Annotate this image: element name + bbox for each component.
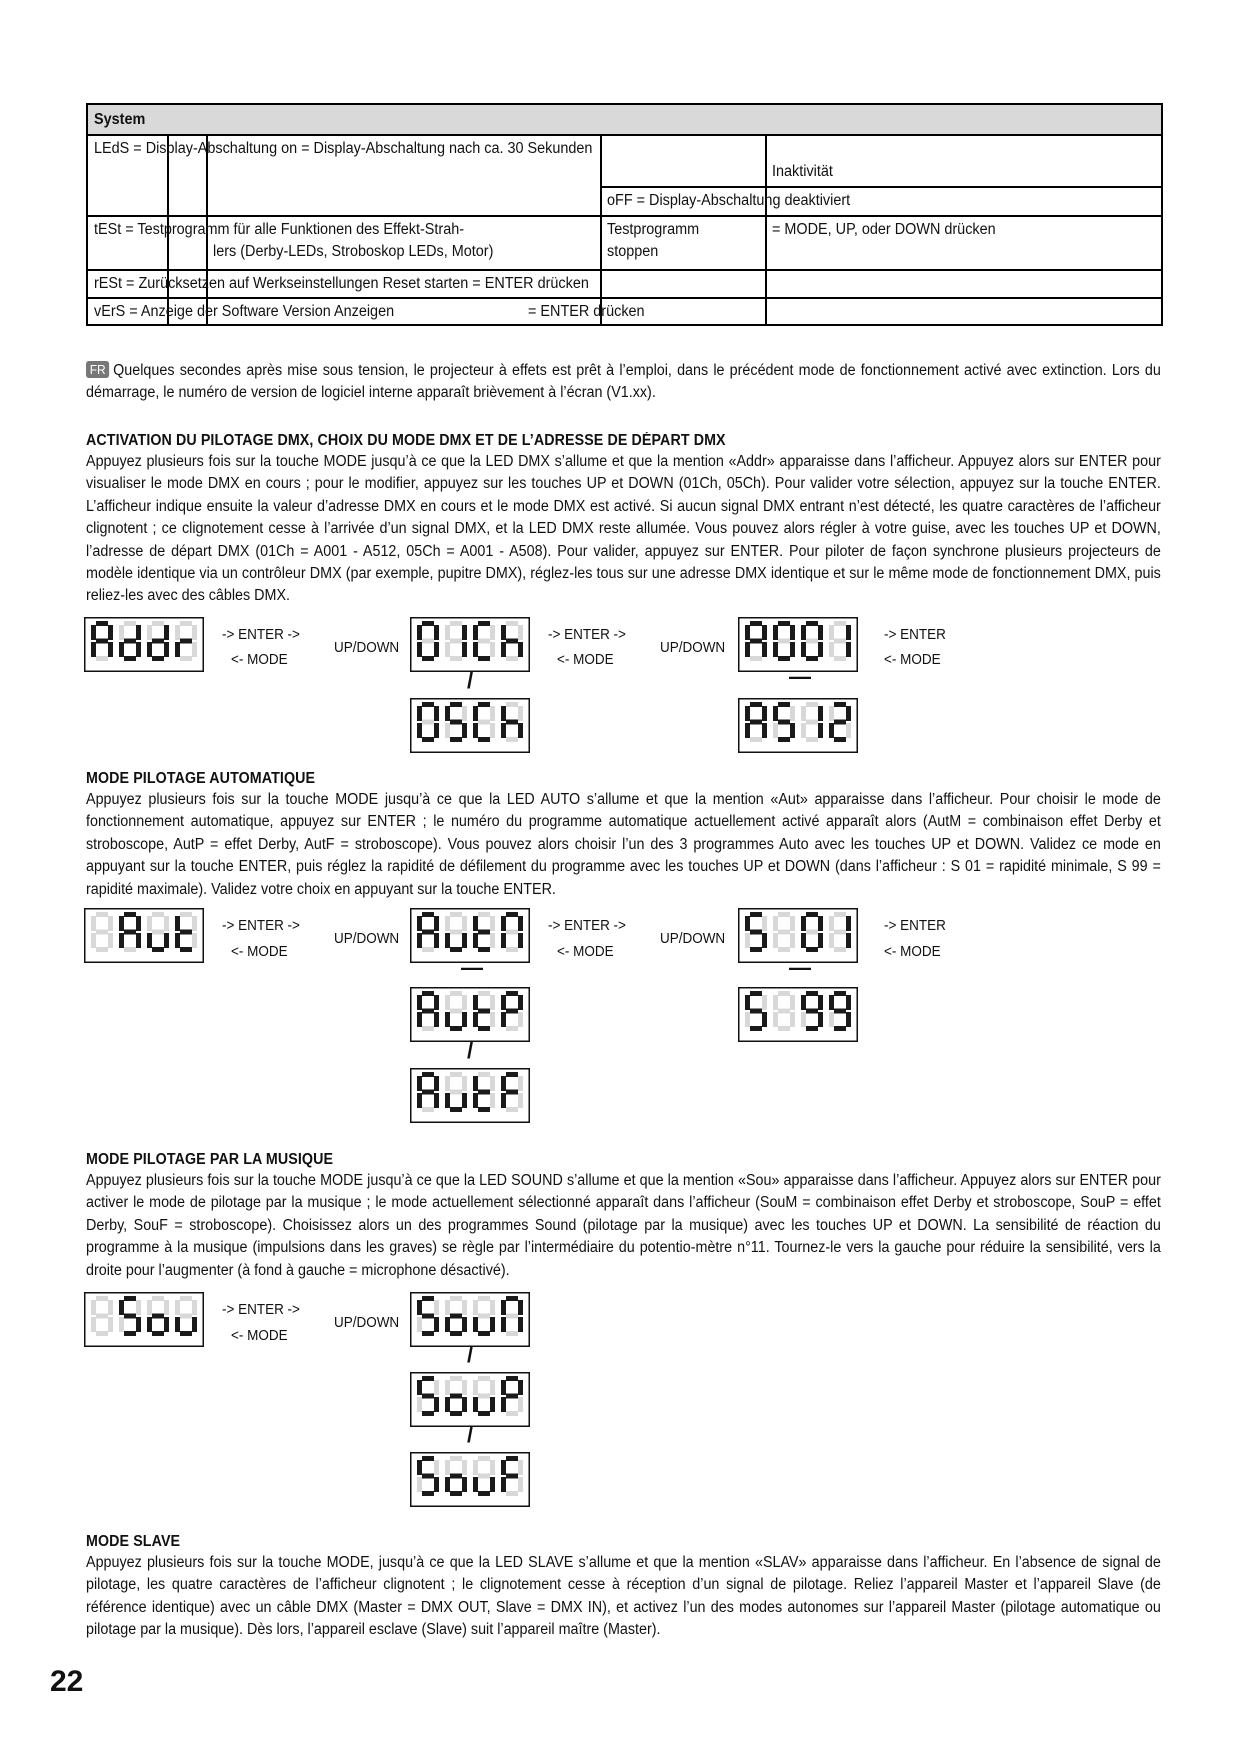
label-mode: <- MODE [231,1328,288,1344]
display-soum [410,1292,530,1347]
row-leds-off: oFF = Display-Abschaltung deaktiviert [607,192,851,209]
page-number: 22 [50,1665,84,1698]
label-enter-end: -> ENTER [884,918,946,934]
separator-dash: — [461,955,483,980]
separator-slash: / [467,1342,474,1367]
display-soup [410,1372,530,1427]
display-autf [410,1068,530,1123]
label-mode: <- MODE [231,944,288,960]
row-test-stop-2: stoppen [607,243,659,260]
separator-slash: / [467,1422,474,1447]
label-updown: UP/DOWN [334,640,400,656]
row-leds-text: LEdS = Display-Abschaltung on = Display-Abschaltung nach ca. 30 Sekunden [94,140,593,157]
row-test-text: tESt = Testprogramm für alle Funktionen des Effekt-Strah- [94,221,465,238]
table-header [88,105,1161,134]
label-enter-end: -> ENTER [884,627,946,643]
music-paragraph: Appuyez plusieurs fois sur la touche MODE jusqu’à ce que la LED SOUND s’allume et que la mention «Sou» apparaisse dans l’afficheur. Appuyez alors sur ENTER pour activer le mode de pilotage par la musique ; le mode actuellement sélectionné apparaît dans l’afficheur (SouM = combinaison effet Derby et stroboscope, SouP = effet Derby, SouF = stroboscope). Choisissez alors un des programmes Sound (pilotage par la musique) avec les touches UP et DOWN. La sensibilité de réaction du programme à la musique (impulsions dans les graves) se règle par l’intermédiaire du potentio-mètre n°11. Tournez-le vers la gauche pour réduire la sensibilité, vers la droite pour l’augmenter (à fond à gauche = microphone désactivé). [86,1172,1161,1279]
row-reset-text: rESt = Zurücksetzen auf Werkseinstellungen Reset starten = ENTER drücken [94,275,589,292]
display-sou [84,1292,204,1347]
system-table [86,103,1163,326]
display-s99 [738,987,858,1042]
label-enter: -> ENTER -> [222,627,300,643]
label-updown: UP/DOWN [334,1315,400,1331]
dmx-paragraph: Appuyez plusieurs fois sur la touche MODE jusqu’à ce que la LED DMX s’allume et que la mention «Addr» apparaisse dans l’afficheur. Appuyez alors sur ENTER pour visualiser le mode DMX en cours ; pour le modifier, appuyez sur les touches UP et DOWN (01Ch, 05Ch). Pour valider votre sélection, appuyez sur la touche ENTER. L’afficheur indique ensuite la valeur d’adresse DMX en cours et le mode DMX est activé. Si aucun signal DMX entrant n’est détecté, les quatre caractères de l’afficheur clignotent ; ce clignotement cesse à l’arrivée d’un signal DMX, et la LED DMX reste allumée. Vous pouvez alors régler à votre guise, avec les touches UP et DOWN, l’adresse de départ DMX (01Ch = A001 - A512, 05Ch = A001 - A508). Pour valider, appuyez sur ENTER. Pour piloter de façon synchrone plusieurs projecteurs de modèle identique via un contrôleur DMX (par exemple, pupitre DMX), réglez-les tous sur une adresse DMX identique et sur le même mode de fonctionnement DMX, puis reliez-les avec des câbles DMX. [86,453,1161,605]
row-leds-inactivity: Inaktivität [772,163,833,180]
label-updown: UP/DOWN [660,931,726,947]
separator-slash: / [467,668,474,693]
display-autp [410,987,530,1042]
display-05ch [410,698,530,753]
label-enter: -> ENTER -> [548,627,626,643]
label-mode: <- MODE [884,652,941,668]
label-enter: -> ENTER -> [222,1302,300,1318]
dmx-heading: ACTIVATION DU PILOTAGE DMX, CHOIX DU MODE DMX ET DE L’ADRESSE DE DÉPART DMX [86,432,726,449]
slave-heading: MODE SLAVE [86,1533,181,1550]
intro-paragraph [86,360,1161,405]
label-updown: UP/DOWN [334,931,400,947]
display-a512 [738,698,858,753]
separator-dash: — [789,955,811,980]
display-aut [84,908,204,963]
label-enter: -> ENTER -> [548,918,626,934]
display-addr [84,617,204,672]
label-updown: UP/DOWN [660,640,726,656]
auto-paragraph: Appuyez plusieurs fois sur la touche MODE jusqu’à ce que la LED AUTO s’allume et que la mention «Aut» apparaisse dans l’afficheur. Pour choisir le mode de fonctionnement automatique, appuyez sur ENTER ; le numéro du programme automatique actuellement activé apparaît alors (AutM = combinaison effet Derby et stroboscope, AutP = effet Derby, AutF = stroboscope). Vous pouvez alors choisir l’un des 3 programmes Auto avec les touches UP et DOWN. Validez ce mode en appuyant sur la touche ENTER, puis réglez la rapidité de défilement du programme avec les touches UP et DOWN (dans l’afficheur : S 01 = rapidité minimale, S 99 = rapidité maximale). Validez votre choix en appuyant sur la touche ENTER. [86,791,1161,898]
music-heading: MODE PILOTAGE PAR LA MUSIQUE [86,1151,334,1168]
label-mode: <- MODE [884,944,941,960]
table-header-label: System [94,111,146,128]
label-mode: <- MODE [557,652,614,668]
slave-paragraph: Appuyez plusieurs fois sur la touche MODE, jusqu’à ce que la LED SLAVE s’allume et que la mention «SLAV» apparaisse dans l’afficheur. En l’absence de signal de pilotage, les quatre caractères de l’afficheur clignotent ; le clignotement cesse à réception d’un signal de pilotage. Reliez l’appareil Master et l’appareil Slave (de référence identique) avec un câble DMX (Master = DMX OUT, Slave = DMX IN), et activez l’un des modes autonomes sur l’appareil Master (pilotage automatique ou pilotage par la musique). Dès lors, l’appareil esclave (Slave) suit l’appareil maître (Master). [86,1554,1161,1639]
row-test-keys: = MODE, UP, oder DOWN drücken [772,221,996,238]
row-version-text: vErS = Anzeige der Software Version Anzeigen [94,303,395,320]
separator-dash: — [789,664,811,689]
row-version-enter: = ENTER drücken [528,303,645,320]
intro-text: Quelques secondes après mise sous tension, le projecteur à effets est prêt à l’emploi, dans le précédent mode de fonctionnement activé avec extinction. Lors du démarrage, le numéro de version de logiciel interne apparaît brièvement à l’écran (V1.xx). [86,362,1161,402]
fr-language-badge: FR [86,361,109,378]
separator-slash: / [467,1038,474,1063]
display-souf [410,1452,530,1507]
label-mode: <- MODE [557,944,614,960]
row-test-text-2: lers (Derby-LEDs, Stroboskop LEDs, Motor) [213,243,494,260]
display-01ch [410,617,530,672]
label-mode: <- MODE [231,652,288,668]
label-enter: -> ENTER -> [222,918,300,934]
auto-heading: MODE PILOTAGE AUTOMATIQUE [86,770,316,787]
row-test-stop: Testprogramm [607,221,700,238]
